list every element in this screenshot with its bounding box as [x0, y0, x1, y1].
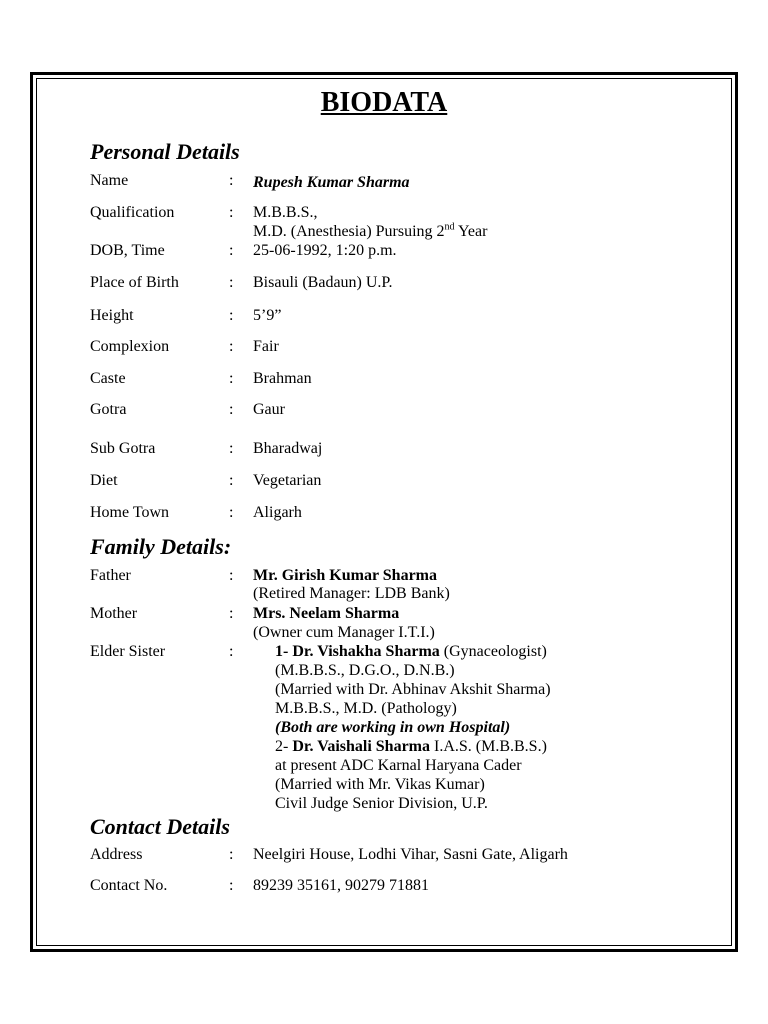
colon: :: [229, 274, 234, 291]
mother-label: Mother: [90, 605, 138, 622]
height-value: 5’9”: [253, 307, 282, 324]
colon: :: [229, 440, 234, 457]
colon: :: [229, 172, 234, 189]
colon: :: [229, 643, 234, 660]
sister-1-line-3: (Married with Dr. Abhinav Akshit Sharma): [275, 681, 551, 698]
colon: :: [229, 401, 234, 418]
mother-name: Mrs. Neelam Sharma: [253, 605, 400, 622]
colon: :: [229, 846, 234, 863]
diet-value: Vegetarian: [253, 472, 322, 489]
complexion-value: Fair: [253, 338, 279, 355]
colon: :: [229, 605, 234, 622]
colon: :: [229, 472, 234, 489]
diet-label: Diet: [90, 472, 118, 489]
birthplace-label: Place of Birth: [90, 274, 179, 291]
hometown-label: Home Town: [90, 504, 170, 521]
sister-1-line-5: (Both are working in own Hospital): [275, 719, 511, 736]
page-title: BIODATA: [320, 87, 448, 118]
address-value: Neelgiri House, Lodhi Vihar, Sasni Gate, Aligarh: [253, 846, 568, 863]
caste-value: Brahman: [253, 370, 312, 387]
hometown-value: Aligarh: [253, 504, 302, 521]
subgotra-value: Bharadwaj: [253, 440, 323, 457]
sister-2-line-4: Civil Judge Senior Division, U.P.: [275, 795, 488, 812]
sister-1-line-4: M.B.B.S., M.D. (Pathology): [275, 700, 457, 717]
qualification-value-2: M.D. (Anesthesia) Pursuing 2nd Year: [253, 221, 488, 240]
dob-label: DOB, Time: [90, 242, 165, 259]
colon: :: [229, 307, 234, 324]
father-note: (Retired Manager: LDB Bank): [253, 585, 450, 602]
colon: :: [229, 242, 234, 259]
colon: :: [229, 370, 234, 387]
colon: :: [229, 338, 234, 355]
gotra-label: Gotra: [90, 401, 127, 418]
father-label: Father: [90, 567, 131, 584]
name-label: Name: [90, 172, 129, 189]
father-name: Mr. Girish Kumar Sharma: [253, 567, 438, 584]
qualification-value-1: M.B.B.S.,: [253, 204, 318, 221]
sister-2-line-3: (Married with Mr. Vikas Kumar): [275, 776, 485, 793]
contact-number-value: 89239 35161, 90279 71881: [253, 877, 429, 894]
sister-1-line-2: (M.B.B.S., D.G.O., D.N.B.): [275, 662, 455, 679]
name-value: Rupesh Kumar Sharma: [253, 174, 410, 191]
address-label: Address: [90, 846, 143, 863]
colon: :: [229, 504, 234, 521]
contact-details-heading: Contact Details: [90, 814, 230, 839]
dob-value: 25-06-1992, 1:20 p.m.: [253, 242, 397, 259]
birthplace-value: Bisauli (Badaun) U.P.: [253, 274, 393, 291]
colon: :: [229, 204, 234, 221]
family-details-heading: Family Details:: [90, 534, 232, 559]
mother-note: (Owner cum Manager I.T.I.): [253, 624, 435, 641]
subgotra-label: Sub Gotra: [90, 440, 156, 457]
contact-number-label: Contact No.: [90, 877, 168, 894]
caste-label: Caste: [90, 370, 126, 387]
sister-label: Elder Sister: [90, 643, 166, 660]
colon: :: [229, 877, 234, 894]
gotra-value: Gaur: [253, 401, 285, 418]
sister-2-line-1: 2- Dr. Vaishali Sharma I.A.S. (M.B.B.S.): [275, 738, 547, 755]
qualification-label: Qualification: [90, 204, 175, 221]
height-label: Height: [90, 307, 134, 324]
complexion-label: Complexion: [90, 338, 170, 355]
sister-1-line-1: 1- Dr. Vishakha Sharma (Gynaceologist): [275, 643, 547, 660]
personal-details-heading: Personal Details: [90, 139, 240, 164]
colon: :: [229, 567, 234, 584]
sister-2-line-2: at present ADC Karnal Haryana Cader: [275, 757, 522, 774]
